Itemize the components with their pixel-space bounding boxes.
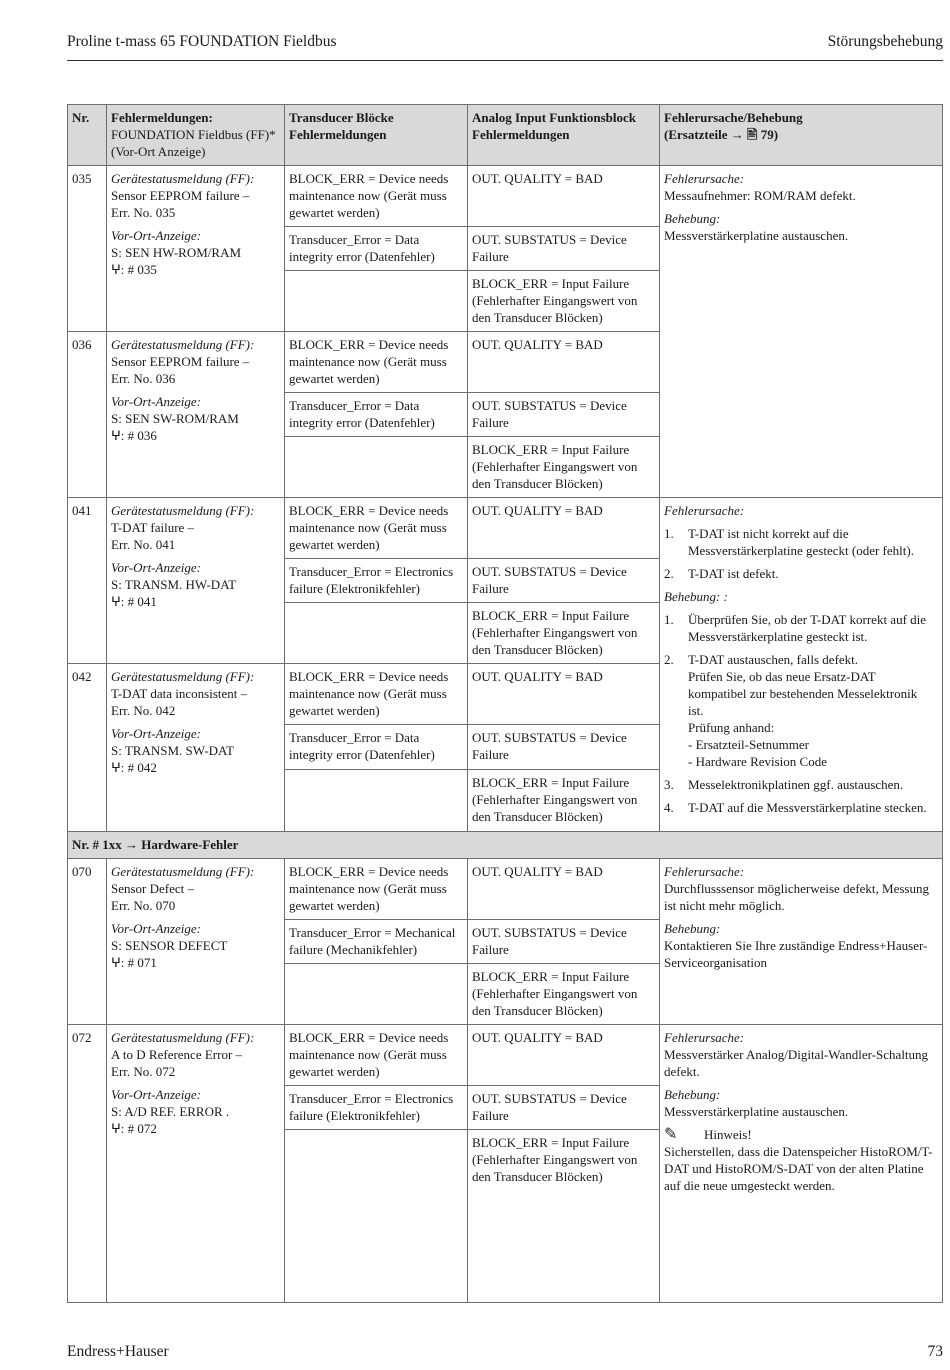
note [664, 1126, 939, 1143]
fix-070 [659, 858, 943, 1024]
row-041-nr [67, 497, 106, 663]
row-041-tb-error [284, 558, 467, 602]
section-title: Nr. # 1xx → Hardware-Fehler [72, 837, 239, 852]
row-nr: 042 [72, 669, 92, 684]
fix-group-2 [659, 497, 943, 831]
cause-label: Fehlerursache: [664, 171, 745, 186]
row-035-ai-input [467, 270, 659, 331]
tb-block-err: BLOCK_ERR = Device needs maintenance now (Gerät muss gewartet werden) [289, 171, 449, 220]
row-072-tb-block-err [284, 1024, 467, 1085]
row-042-nr [67, 663, 106, 831]
col-header-ai [467, 104, 659, 165]
local-label: Vor-Ort-Anzeige: [111, 394, 201, 409]
ff-line1: T-DAT failure – [111, 520, 195, 535]
ai-quality: OUT. QUALITY = BAD [472, 171, 603, 186]
row-041-ai-input [467, 602, 659, 663]
local-label: Vor-Ort-Anzeige: [111, 1087, 201, 1102]
cause-item [664, 525, 935, 559]
col-header-ff-sub2: (Vor-Ort Anzeige) [111, 144, 206, 159]
ff-line2: Err. No. 036 [111, 371, 176, 386]
col-header-nr-text: Nr. [72, 110, 90, 125]
cause-text: Durchflusssensor möglicherweise defekt, Messung ist nicht mehr möglich. [664, 881, 929, 913]
fix-072 [659, 1024, 943, 1303]
ff-line2: Err. No. 035 [111, 205, 176, 220]
tb-block-err: BLOCK_ERR = Device needs maintenance now (Gerät muss gewartet werden) [289, 669, 449, 718]
note-text: Sicherstellen, dass die Datenspeicher HistoROM/T-DAT und HistoROM/S-DAT von der alten Platine auf die neue umgesteckt werden. [664, 1144, 933, 1193]
step-number: 1. [664, 526, 674, 541]
step-text: Überprüfen Sie, ob der T-DAT korrekt auf die Messverstärkerplatine gesteckt ist. [688, 612, 927, 644]
remedy-label: Behebung: [664, 1087, 721, 1102]
tb-block-err: BLOCK_ERR = Device needs maintenance now (Gerät muss gewartet werden) [289, 1030, 449, 1079]
tb-block-err: BLOCK_ERR = Device needs maintenance now (Gerät muss gewartet werden) [289, 503, 449, 552]
col-header-nr [67, 104, 106, 165]
header-rule [67, 60, 943, 61]
row-035-nr [67, 165, 106, 331]
row-036-nr [67, 331, 106, 497]
cause-text: Messverstärker Analog/Digital-Wandler-Schaltung defekt. [664, 1047, 929, 1079]
section-hardware-errors [67, 831, 943, 858]
row-070-tb-block-err [284, 858, 467, 919]
tb-error: Transducer_Error = Electronics failure (Elektronikfehler) [289, 564, 454, 596]
ff-status-label: Gerätestatusmeldung (FF): [111, 171, 255, 186]
ff-status-label: Gerätestatusmeldung (FF): [111, 503, 255, 518]
fix-group-1 [659, 165, 943, 497]
local-label: Vor-Ort-Anzeige: [111, 921, 201, 936]
step-extra: Prüfung anhand: [688, 720, 775, 735]
row-nr: 070 [72, 864, 92, 879]
col-header-tb-2: Fehlermeldungen [289, 127, 387, 142]
tb-error: Transducer_Error = Data integrity error (Datenfehler) [289, 398, 435, 430]
ai-substatus: OUT. SUBSTATUS = Device Failure [472, 1091, 627, 1123]
remedy-text: Kontaktieren Sie Ihre zuständige Endress+Hauser-Serviceorganisation [664, 938, 928, 970]
local-line1: S: SENSOR DEFECT [111, 938, 228, 953]
row-072-ff [106, 1024, 284, 1303]
tb-block-err: BLOCK_ERR = Device needs maintenance now (Gerät muss gewartet werden) [289, 337, 449, 386]
note-title: Hinweis! [704, 1127, 752, 1142]
local-line2: ⵖ: # 072 [111, 1121, 157, 1136]
pencil-icon: ✎ [664, 1126, 678, 1143]
ff-line1: Sensor Defect – [111, 881, 195, 896]
remedy-item [664, 651, 935, 770]
step-number: 4. [664, 800, 674, 815]
local-line2: ⵖ: # 042 [111, 760, 157, 775]
local-label: Vor-Ort-Anzeige: [111, 560, 201, 575]
ai-input: BLOCK_ERR = Input Failure (Fehlerhafter Eingangswert von den Transducer Blöcken) [472, 969, 638, 1018]
step-number: 1. [664, 612, 674, 627]
step-number: 3. [664, 777, 674, 792]
col-header-ff-sub1: FOUNDATION Fieldbus (FF)* [111, 127, 276, 142]
tb-error: Transducer_Error = Data integrity error (Datenfehler) [289, 232, 435, 264]
ff-line2: Err. No. 070 [111, 898, 176, 913]
page-number: 73 [927, 1343, 943, 1360]
col-header-ff-title: Fehlermeldungen: [111, 110, 213, 125]
cause-list [664, 525, 935, 582]
error-table [67, 104, 943, 1303]
row-070-nr [67, 858, 106, 1024]
ai-substatus: OUT. SUBSTATUS = Device Failure [472, 398, 627, 430]
ff-line2: Err. No. 042 [111, 703, 176, 718]
row-041-ai-quality [467, 497, 659, 558]
local-line2: ⵖ: # 035 [111, 262, 157, 277]
ai-quality: OUT. QUALITY = BAD [472, 503, 603, 518]
local-line1: S: TRANSM. HW-DAT [111, 577, 237, 592]
row-035-tb-block-err [284, 165, 467, 226]
row-035-tb-empty [284, 270, 467, 331]
local-line2: ⵖ: # 041 [111, 594, 157, 609]
row-036-tb-empty [284, 436, 467, 497]
ai-substatus: OUT. SUBSTATUS = Device Failure [472, 925, 627, 957]
row-035-tb-error [284, 226, 467, 270]
row-070-ai-substatus [467, 919, 659, 963]
footer-brand: Endress+Hauser [67, 1343, 169, 1360]
row-036-tb-error [284, 392, 467, 436]
col-header-ai-1: Analog Input Funktionsblock [472, 110, 637, 125]
tb-block-err: BLOCK_ERR = Device needs maintenance now (Gerät muss gewartet werden) [289, 864, 449, 913]
row-035-ai-substatus [467, 226, 659, 270]
row-042-ff [106, 663, 284, 831]
row-041-ai-substatus [467, 558, 659, 602]
local-line1: S: A/D REF. ERROR . [111, 1104, 230, 1119]
row-072-ai-quality [467, 1024, 659, 1085]
col-header-ff [106, 104, 284, 165]
ff-status-label: Gerätestatusmeldung (FF): [111, 337, 255, 352]
step-text: T-DAT auf die Messverstärkerplatine stecken. [688, 800, 927, 815]
row-072-ai-input [467, 1129, 659, 1303]
remedy-item [664, 799, 935, 816]
row-041-tb-empty [284, 602, 467, 663]
row-nr: 041 [72, 503, 92, 518]
ff-status-label: Gerätestatusmeldung (FF): [111, 669, 255, 684]
row-070-ai-quality [467, 858, 659, 919]
local-line1: S: SEN SW-ROM/RAM [111, 411, 239, 426]
cause-label: Fehlerursache: [664, 864, 745, 879]
ff-line1: Sensor EEPROM failure – [111, 354, 250, 369]
remedy-label: Behebung: [664, 921, 721, 936]
remedy-text: Messverstärkerplatine austauschen. [664, 1104, 849, 1119]
col-header-fix [659, 104, 943, 165]
cause-label: Fehlerursache: [664, 1030, 745, 1045]
row-072-tb-error [284, 1085, 467, 1129]
row-042-ai-input [467, 769, 659, 831]
ff-status-label: Gerätestatusmeldung (FF): [111, 864, 255, 879]
row-072-ai-substatus [467, 1085, 659, 1129]
remedy-label: Behebung: [664, 211, 721, 226]
row-036-ai-input [467, 436, 659, 497]
ai-quality: OUT. QUALITY = BAD [472, 864, 603, 879]
row-nr: 072 [72, 1030, 92, 1045]
ff-line2: Err. No. 041 [111, 537, 176, 552]
row-036-tb-block-err [284, 331, 467, 392]
local-line2: ⵖ: # 071 [111, 955, 157, 970]
row-036-ai-substatus [467, 392, 659, 436]
ai-substatus: OUT. SUBSTATUS = Device Failure [472, 564, 627, 596]
local-line1: S: SEN HW-ROM/RAM [111, 245, 242, 260]
ff-line2: Err. No. 072 [111, 1064, 176, 1079]
row-072-tb-empty [284, 1129, 467, 1303]
row-072-nr [67, 1024, 106, 1303]
cause-item [664, 565, 935, 582]
row-nr: 036 [72, 337, 92, 352]
tb-error: Transducer_Error = Electronics failure (Elektronikfehler) [289, 1091, 454, 1123]
step-number: 2. [664, 566, 674, 581]
row-042-ai-substatus [467, 724, 659, 769]
col-header-fix-1: Fehlerursache/Behebung [664, 110, 803, 125]
row-041-ff [106, 497, 284, 663]
ff-line1: Sensor EEPROM failure – [111, 188, 250, 203]
step-number: 2. [664, 652, 674, 667]
row-042-tb-block-err [284, 663, 467, 724]
row-nr: 035 [72, 171, 92, 186]
local-line2: ⵖ: # 036 [111, 428, 157, 443]
row-042-tb-error [284, 724, 467, 769]
row-036-ff [106, 331, 284, 497]
tb-error: Transducer_Error = Data integrity error (Datenfehler) [289, 730, 435, 762]
local-label: Vor-Ort-Anzeige: [111, 228, 201, 243]
ff-line1: T-DAT data inconsistent – [111, 686, 248, 701]
ff-status-label: Gerätestatusmeldung (FF): [111, 1030, 255, 1045]
cause-text: Messaufnehmer: ROM/RAM defekt. [664, 188, 856, 203]
ai-input: BLOCK_ERR = Input Failure (Fehlerhafter Eingangswert von den Transducer Blöcken) [472, 775, 638, 824]
col-header-tb-1: Transducer Blöcke [289, 110, 394, 125]
remedy-item [664, 776, 935, 793]
ai-input: BLOCK_ERR = Input Failure (Fehlerhafter Eingangswert von den Transducer Blöcken) [472, 442, 638, 491]
row-042-ai-quality [467, 663, 659, 724]
row-070-tb-error [284, 919, 467, 963]
ai-quality: OUT. QUALITY = BAD [472, 337, 603, 352]
ai-input: BLOCK_ERR = Input Failure (Fehlerhafter Eingangswert von den Transducer Blöcken) [472, 276, 638, 325]
ai-substatus: OUT. SUBSTATUS = Device Failure [472, 730, 627, 762]
row-035-ai-quality [467, 165, 659, 226]
ai-input: BLOCK_ERR = Input Failure (Fehlerhafter Eingangswert von den Transducer Blöcken) [472, 1135, 638, 1184]
tb-error: Transducer_Error = Mechanical failure (Mechanikfehler) [289, 925, 456, 957]
row-035-ff [106, 165, 284, 331]
step-text: T-DAT austauschen, falls defekt. [688, 652, 859, 667]
remedy-label: Behebung: : [664, 589, 728, 604]
ai-quality: OUT. QUALITY = BAD [472, 669, 603, 684]
ai-quality: OUT. QUALITY = BAD [472, 1030, 603, 1045]
cause-label: Fehlerursache: [664, 503, 745, 518]
col-header-ai-2: Fehlermeldungen [472, 127, 570, 142]
ai-substatus: OUT. SUBSTATUS = Device Failure [472, 232, 627, 264]
row-070-tb-empty [284, 963, 467, 1024]
row-042-tb-empty [284, 769, 467, 831]
col-header-fix-2: (Ersatzteile → 🖹 79) [664, 127, 779, 142]
row-036-ai-quality [467, 331, 659, 392]
row-041-tb-block-err [284, 497, 467, 558]
step-extra: Prüfen Sie, ob das neue Ersatz-DAT kompatibel zur bestehenden Messelektronik ist. [688, 669, 918, 718]
local-label: Vor-Ort-Anzeige: [111, 726, 201, 741]
local-line1: S: TRANSM. SW-DAT [111, 743, 234, 758]
step-extra: - Hardware Revision Code [688, 754, 827, 769]
row-070-ai-input [467, 963, 659, 1024]
ai-input: BLOCK_ERR = Input Failure (Fehlerhafter Eingangswert von den Transducer Blöcken) [472, 608, 638, 657]
row-070-ff [106, 858, 284, 1024]
step-extra: - Ersatzteil-Setnummer [688, 737, 809, 752]
remedy-item [664, 611, 935, 645]
header-section: Störungsbehebung [827, 33, 943, 50]
ff-line1: A to D Reference Error – [111, 1047, 243, 1062]
remedy-list [664, 611, 935, 816]
header-title: Proline t-mass 65 FOUNDATION Fieldbus [67, 33, 337, 50]
step-text: T-DAT ist nicht korrekt auf die Messverstärkerplatine gesteckt (oder fehlt). [688, 526, 914, 558]
col-header-tb [284, 104, 467, 165]
remedy-text: Messverstärkerplatine austauschen. [664, 228, 849, 243]
step-text: Messelektronikplatinen ggf. austauschen. [688, 777, 904, 792]
step-text: T-DAT ist defekt. [688, 566, 779, 581]
